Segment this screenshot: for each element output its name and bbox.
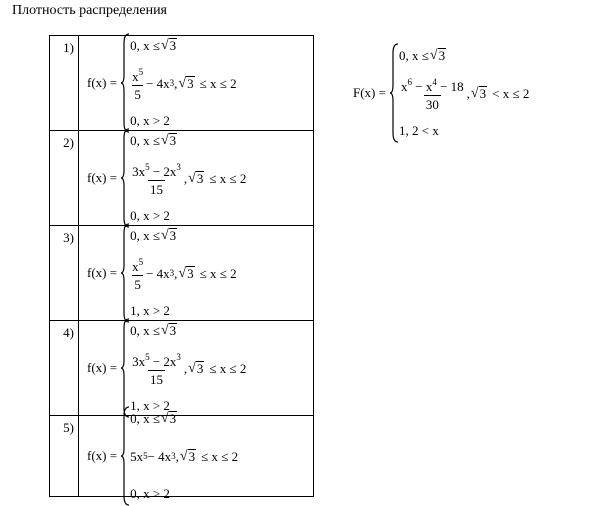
- piecewise-cases: [120, 33, 237, 133]
- case-row: [130, 112, 237, 129]
- case-text: 1, x > 2: [130, 398, 170, 413]
- case-text: 1, 2 < x: [398, 123, 439, 138]
- case-row: [399, 47, 529, 64]
- piecewise-cases: [120, 406, 238, 506]
- case-row: [130, 37, 237, 54]
- density-formula: [87, 321, 246, 415]
- option-number: 2): [50, 131, 79, 226]
- case-row: $\frac{x^6 - x^4 - 18}{30}$ , √ 3 < x ≤ 2: [399, 74, 529, 113]
- case-row: [130, 410, 238, 427]
- page-title: Плотность распределения: [12, 3, 167, 18]
- case-text: 0, x > 2: [130, 208, 170, 223]
- option-number: 3): [50, 226, 79, 321]
- sqrt: √ 3: [179, 448, 196, 464]
- table-row: [50, 321, 314, 416]
- case-row: [130, 207, 246, 224]
- left-brace-icon: [120, 128, 130, 228]
- case-row: $\frac{x^5}{5}$ − 4x 3 , √ 3 ≤ x ≤ 2: [130, 64, 237, 103]
- left-brace-icon: [120, 223, 130, 323]
- option-formula-cell: [79, 226, 314, 321]
- option-formula-cell: [79, 131, 314, 226]
- case-row: [399, 122, 529, 139]
- option-number: 1): [50, 36, 79, 131]
- fraction: $\frac{3x^5 - 2x^3}{15}$: [132, 161, 181, 197]
- case-row: [130, 322, 246, 339]
- left-brace-icon: [389, 43, 399, 143]
- sqrt: √ 3: [429, 48, 446, 63]
- sqrt: √ 3: [160, 38, 177, 53]
- table-row: [50, 416, 314, 497]
- table-row: [50, 36, 314, 131]
- left-brace-icon: [120, 33, 130, 133]
- formula-lhs: F(x) =: [353, 85, 386, 100]
- option-number: 4): [50, 321, 79, 416]
- case-text: 0, x ≤: [130, 38, 160, 53]
- case-text: 0, x ≤: [130, 133, 160, 148]
- density-formula: [87, 131, 246, 225]
- option-formula-cell: [79, 36, 314, 131]
- left-brace-icon: [120, 406, 130, 506]
- sqrt: √ 3: [178, 75, 194, 91]
- case-text: 1, x > 2: [130, 303, 170, 318]
- option-formula-cell: [79, 321, 314, 416]
- table-row: [50, 131, 314, 226]
- sqrt: √ 3: [160, 228, 177, 243]
- piecewise-cases: [389, 43, 529, 143]
- density-formula: [87, 36, 237, 130]
- distribution-function-formula: [353, 46, 529, 140]
- sqrt: √ 3: [178, 265, 194, 281]
- formula-lhs: f(x) =: [87, 170, 118, 185]
- case-row: 5x 5 − 4x 3 , √ 3 ≤ x ≤ 2: [130, 448, 239, 464]
- case-row: [130, 132, 246, 149]
- case-row: $\frac{3x^5 - 2x^3}{15}$ , √ 3 ≤ x ≤ 2: [130, 159, 246, 198]
- option-number: 5): [50, 416, 79, 497]
- left-brace-icon: [120, 318, 130, 418]
- case-row: [130, 485, 238, 502]
- case-text: 0, x ≤: [398, 48, 429, 63]
- density-formula: [87, 226, 237, 320]
- case-row: [130, 302, 237, 319]
- piecewise-cases: [120, 128, 246, 228]
- case-text: 0, x ≤: [130, 228, 160, 243]
- sqrt: √ 3: [470, 85, 487, 101]
- case-text: 0, x > 2: [130, 486, 170, 501]
- case-text: 0, x ≤: [130, 323, 160, 338]
- fraction: $\frac{x^6 - x^4 - 18}{30}$: [400, 76, 464, 112]
- case-text: 0, x > 2: [130, 113, 170, 128]
- formula-lhs: f(x) =: [87, 75, 118, 90]
- fraction: $\frac{x^5}{5}$: [132, 66, 144, 102]
- sqrt: √ 3: [188, 170, 204, 186]
- sqrt: √ 3: [160, 411, 177, 426]
- sqrt: √ 3: [160, 323, 177, 338]
- sqrt: √ 3: [188, 360, 204, 376]
- fraction: $\frac{x^5}{5}$: [132, 256, 144, 292]
- table-row: [50, 226, 314, 321]
- option-formula-cell: [79, 411, 314, 501]
- case-row: $\frac{3x^5 - 2x^3}{15}$ , √ 3 ≤ x ≤ 2: [130, 349, 246, 388]
- sqrt: √ 3: [160, 133, 177, 148]
- piecewise-cases: [120, 318, 246, 418]
- case-row: [130, 227, 237, 244]
- formula-lhs: f(x) =: [87, 265, 118, 280]
- case-row: $\frac{x^5}{5}$ − 4x 3 , √ 3 ≤ x ≤ 2: [130, 254, 237, 293]
- case-text: 0, x ≤: [130, 411, 160, 426]
- piecewise-cases: [120, 223, 237, 323]
- formula-lhs: f(x) =: [87, 448, 118, 463]
- density-formula: [87, 411, 239, 501]
- fraction: $\frac{3x^5 - 2x^3}{15}$: [132, 351, 181, 387]
- formula-lhs: f(x) =: [87, 360, 118, 375]
- options-table: [49, 35, 314, 501]
